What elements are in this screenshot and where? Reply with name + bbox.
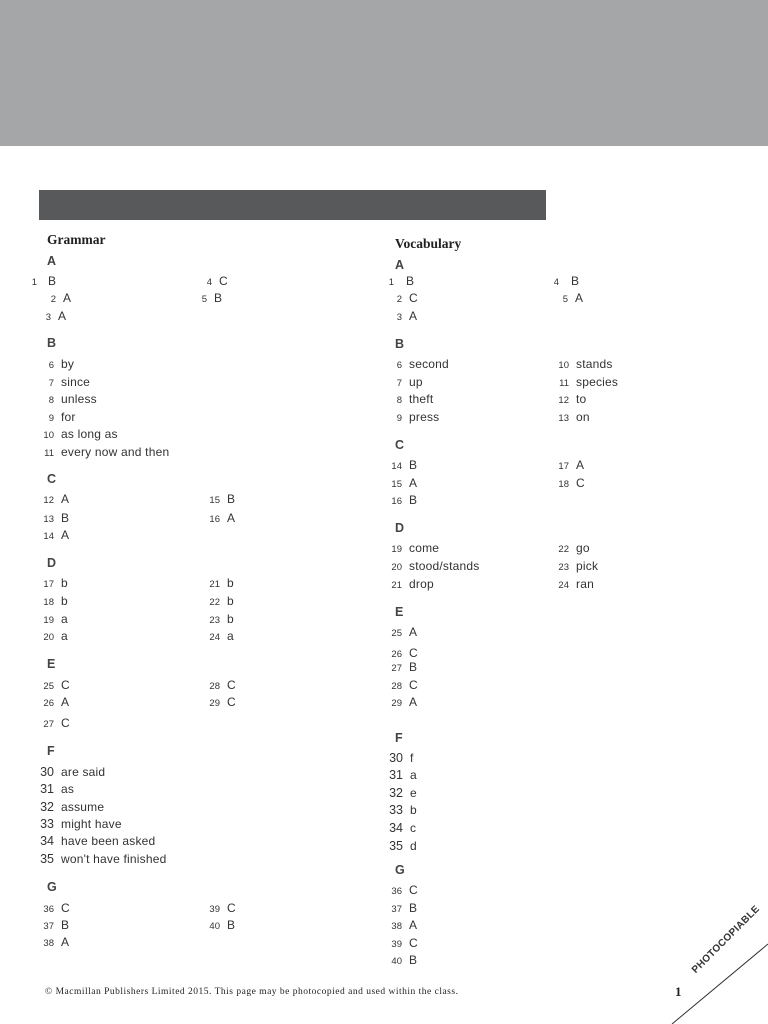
grammar-group-d-label: D (47, 556, 57, 570)
grammar-answer-24: 24 a (209, 629, 234, 643)
vocabulary-group-e-label: E (395, 605, 404, 619)
grammar-answer-12: 12 A (43, 492, 70, 506)
grammar-answer-27: 27 C (43, 716, 70, 730)
vocabulary-answer-8: 8 theft (396, 392, 434, 406)
grammar-group-c-label: C (47, 472, 57, 486)
vocabulary-answer-37: 37 B (391, 901, 418, 915)
grammar-answer-28: 28 C (209, 678, 236, 692)
vocabulary-answer-33: 33 b (389, 803, 417, 817)
vocabulary-answer-29: 29 A (391, 695, 418, 709)
grammar-answer-3: 3 A (45, 309, 67, 323)
grammar-answer-5: 5 B (201, 291, 223, 305)
grammar-answer-1: 1 B (31, 274, 57, 288)
vocabulary-answer-36: 36 C (391, 883, 418, 897)
page-number: 1 (675, 984, 682, 999)
grammar-answer-40: 40 B (209, 918, 236, 932)
vocabulary-answer-24: 24 ran (558, 577, 594, 591)
grammar-answer-29: 29 C (209, 695, 236, 709)
vocabulary-heading: Vocabulary (395, 236, 462, 251)
vocabulary-answer-28: 28 C (391, 678, 418, 692)
vocabulary-group-a-label: A (395, 258, 405, 272)
grammar-answer-4: 4 C (206, 274, 228, 288)
grammar-answer-16: 16 A (209, 511, 236, 525)
grammar-answer-38: 38 A (43, 935, 70, 949)
grammar-answer-37: 37 B (43, 918, 70, 932)
vocabulary-answer-22: 22 go (558, 541, 590, 555)
vocabulary-answer-10: 10 stands (558, 357, 613, 371)
grammar-answer-8: 8 unless (48, 392, 97, 406)
vocabulary-answer-30: 30 f (389, 751, 414, 765)
grammar-answer-18: 18 b (43, 594, 68, 608)
grammar-answer-13: 13 B (43, 511, 70, 525)
vocabulary-answer-32: 32 e (389, 786, 417, 800)
grammar-answer-20: 20 a (43, 629, 68, 643)
vocabulary-answer-39: 39 C (391, 936, 418, 950)
vocabulary-group-b-label: B (395, 337, 405, 351)
grammar-answer-9: 9 for (48, 410, 76, 424)
vocabulary-group-g-label: G (395, 863, 405, 877)
grammar-answer-23: 23 b (209, 612, 234, 626)
grammar-group-e-label: E (47, 657, 56, 671)
vocabulary-answer-20: 20 stood/stands (391, 559, 480, 573)
grammar-answer-36: 36 C (43, 901, 70, 915)
vocabulary-answer-14: 14 B (391, 458, 418, 472)
grammar-answer-14: 14 A (43, 528, 70, 542)
grammar-answer-32: 32 assume (40, 800, 105, 814)
vocabulary-answer-9: 9 press (396, 410, 440, 424)
grammar-answer-33: 33 might have (40, 817, 122, 831)
vocabulary-answer-3: 3 A (396, 309, 418, 323)
grammar-heading: Grammar (47, 232, 106, 247)
grammar-answer-15: 15 B (209, 492, 236, 506)
grammar-answer-2: 2 A (50, 291, 72, 305)
vocabulary-answer-5: 5 A (562, 291, 584, 305)
grammar-group-b-label: B (47, 336, 57, 350)
photocopiable-stamp: PHOTOCOPIABLE (690, 903, 763, 976)
vocabulary-answer-4: 4 B (553, 274, 580, 288)
vocabulary-answer-15: 15 A (391, 476, 418, 490)
vocabulary-answer-1: 1 B (388, 274, 415, 288)
grammar-answer-21: 21 b (209, 576, 234, 590)
vocabulary-answer-26: 26 C (391, 646, 418, 660)
grammar-answer-7: 7 since (48, 375, 91, 389)
grammar-answer-31: 31 as (40, 782, 75, 796)
grammar-answer-19: 19 a (43, 612, 68, 626)
vocabulary-group-c-label: C (395, 438, 405, 452)
grammar-answer-22: 22 b (209, 594, 234, 608)
vocabulary-answer-31: 31 a (389, 768, 417, 782)
vocabulary-answer-13: 13 on (558, 410, 590, 424)
vocabulary-answer-27: 27 B (391, 660, 418, 674)
vocabulary-answer-18: 18 C (558, 476, 585, 490)
grammar-answer-17: 17 b (43, 576, 68, 590)
grammar-answer-6: 6 by (48, 357, 75, 371)
vocabulary-answer-34: 34 c (389, 821, 417, 835)
grammar-answer-39: 39 C (209, 901, 236, 915)
vocabulary-answer-6: 6 second (396, 357, 449, 371)
copyright-notice: © Macmillan Publishers Limited 2015. This page may be photocopied and used within the class. (45, 987, 459, 997)
vocabulary-answer-7: 7 up (396, 375, 423, 389)
vocabulary-answer-40: 40 B (391, 953, 418, 967)
grammar-answer-26: 26 A (43, 695, 70, 709)
vocabulary-group-f-label: F (395, 731, 403, 745)
vocabulary-answer-25: 25 A (391, 625, 418, 639)
vocabulary-answer-16: 16 B (391, 493, 418, 507)
vocabulary-group-d-label: D (395, 521, 405, 535)
grammar-answer-30: 30 are said (40, 765, 106, 779)
vocabulary-answer-38: 38 A (391, 918, 418, 932)
vocabulary-answer-35: 35 d (389, 839, 417, 853)
vocabulary-answer-17: 17 A (558, 458, 585, 472)
grammar-answer-10: 10 as long as (43, 427, 118, 441)
vocabulary-answer-11: 11 species (559, 375, 619, 389)
vocabulary-answer-23: 23 pick (558, 559, 599, 573)
vocabulary-answer-19: 19 come (391, 541, 440, 555)
grammar-group-a-label: A (47, 254, 57, 268)
vocabulary-answer-2: 2 C (396, 291, 418, 305)
grammar-group-g-label: G (47, 880, 57, 894)
grammar-group-f-label: F (47, 744, 55, 758)
grammar-answer-34: 34 have been asked (40, 834, 156, 848)
grammar-answer-11: 11 every now and then (44, 445, 170, 459)
grammar-answer-25: 25 C (43, 678, 70, 692)
grammar-answer-35: 35 won't have finished (40, 852, 167, 866)
vocabulary-answer-12: 12 to (558, 392, 587, 406)
vocabulary-answer-21: 21 drop (391, 577, 434, 591)
